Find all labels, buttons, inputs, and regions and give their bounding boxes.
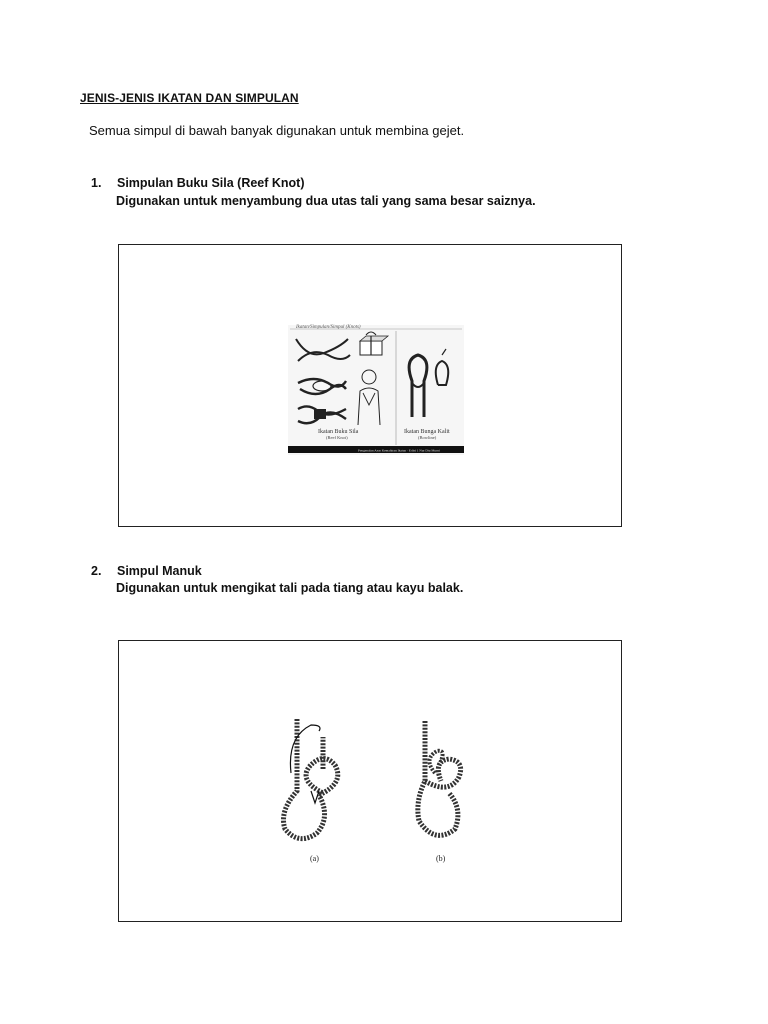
simpul-manuk-illustration (119, 641, 621, 921)
item-1-description: Digunakan untuk menyambung dua utas tali yang sama besar saiznya. (116, 194, 536, 208)
knot-b-label: (b) (436, 854, 446, 863)
item-2-description: Digunakan untuk mengikat tali pada tiang atau kayu balak. (116, 581, 464, 595)
page-title: JENIS-JENIS IKATAN DAN SIMPULAN (80, 91, 299, 105)
knot-a-label: (a) (310, 854, 319, 863)
item-1-number: 1. (91, 176, 102, 190)
knot-b-icon (418, 721, 461, 863)
item-1-title: Simpulan Buku Sila (Reef Knot) (117, 176, 305, 190)
reef-knot-figure-frame (118, 244, 622, 527)
simpul-manuk-figure-frame (118, 640, 622, 922)
reef-knot-caption: Ikatan Buku Sila (318, 429, 359, 435)
intro-text: Semua simpul di bawah banyak digunakan untuk membina gejet. (89, 123, 465, 138)
bowline-subcaption: (Bowline) (418, 435, 437, 440)
figure-header: Ikatan/Simpulan/Simpul (Knots) (296, 325, 361, 330)
knot-a-icon (284, 719, 338, 863)
bowline-caption: Ikatan Bunga Kalit (404, 429, 450, 435)
reef-knot-illustration (119, 245, 621, 526)
reef-knot-subcaption: (Reef Knot) (326, 435, 348, 440)
figure-footer: Pengenalan Asas Kemahiran Ikatan · Edisi 1 Nur Dtu Murni (358, 448, 440, 453)
item-2-title: Simpul Manuk (117, 564, 202, 578)
item-2-number: 2. (91, 564, 102, 578)
